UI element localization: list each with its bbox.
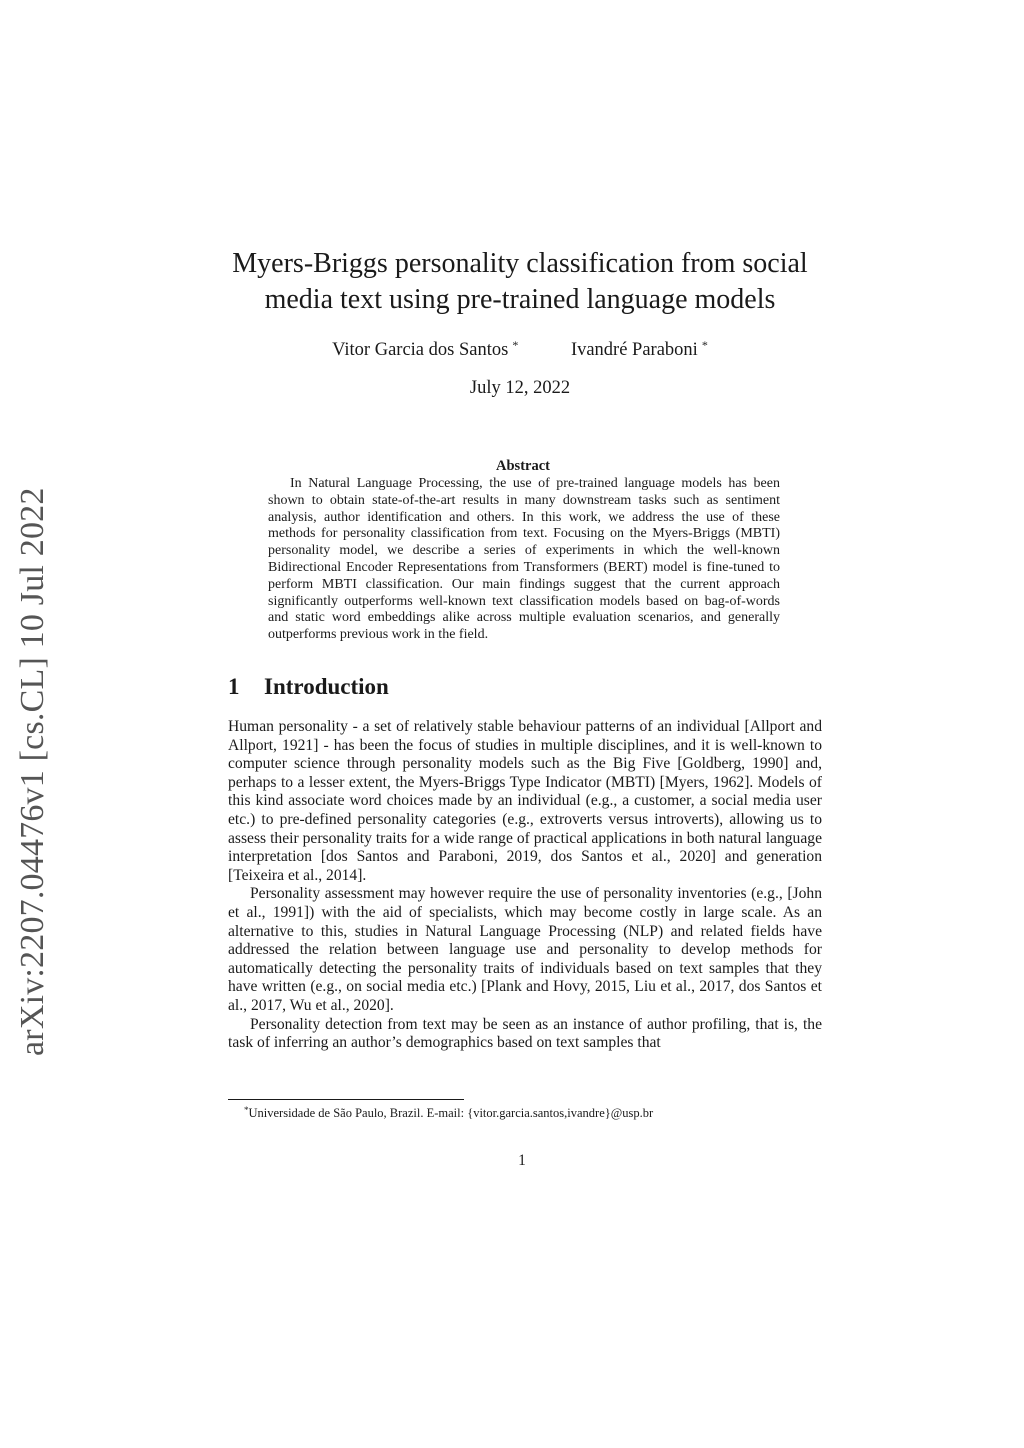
- page-number: 1: [518, 1152, 526, 1169]
- author-list: [200, 338, 840, 361]
- paragraph-1: Human personality - a set of relatively stable behaviour patterns of an individual [Allport and Allport, 1921] - has been the focus of studies in multiple disciplines, and it is well-known to computer science through personality models such as the Big Five [Goldberg, 1990] and, perhaps to a lesser extent, the Myers-Briggs Type Indicator (MBTI) [Myers, 1962]. Models of this kind associate word choices made by an individual (e.g., a customer, a social media user etc.) to pre-defined personality categories (e.g., extroverts versus introverts), allowing us to assess their personality traits for a wide range of practical applications in both natural language interpretation [dos Santos and Paraboni, 2019, dos Santos et al., 2020] and generation [Teixeira et al., 2014].: [228, 718, 822, 884]
- title-line-2: media text using pre-trained language models: [264, 284, 776, 315]
- publication-date: July 12, 2022: [469, 378, 571, 398]
- section-number: 1: [228, 674, 240, 699]
- arxiv-stamp: [14, 460, 72, 1060]
- abstract-text: In Natural Language Processing, the use of pre-trained language models has been shown to obtain state-of-the-art results in many downstream tasks such as sentiment analysis, author identification and others. In this work, we address the use of these methods for personality classification from text. Focusing on the Myers-Briggs (MBTI) personality model, we describe a series of experiments in which the well-known Bidirectional Encoder Representations from Transformers (BERT) model is fine-tuned to perform MBTI classification. Our main findings suggest that the current approach significantly outperforms well-known text classification models based on bag-of-words and static word embeddings alike across multiple evaluation scenarios, and generally outperforms previous work in the field.: [268, 476, 780, 643]
- author-2-footnote-mark: *: [701, 338, 708, 352]
- paragraph-3: Personality detection from text may be seen as an instance of author profiling, that is, the task of inferring an author’s demographics based on text samples that: [228, 1015, 822, 1052]
- author-2: [571, 338, 708, 361]
- author-2-name: Ivandré Paraboni: [570, 340, 698, 360]
- footnote-divider: [228, 1099, 464, 1100]
- abstract-heading: Abstract: [496, 458, 550, 474]
- paragraph-2: Personality assessment may however require the use of personality inventories (e.g., [John et al., 1991]) with the aid of specialists, which may become costly in large scale. As an alternative to this, studies in Natural Language Processing (NLP) and related fields have addressed the relation between language use and personality to develop methods for automatically detecting the personality traits of individuals based on text samples that they have written (e.g., on social media etc.) [Plank and Hovy, 2015, Liu et al., 2017, dos Santos et al., 2017, Wu et al., 2020].: [228, 885, 822, 1014]
- arxiv-stamp-text: arXiv:2207.04476v1 [cs.CL] 10 Jul 2022: [14, 487, 51, 1056]
- author-1-footnote-mark: *: [512, 338, 519, 352]
- section-heading: [228, 674, 389, 700]
- footnote-mark: *: [244, 1105, 249, 1115]
- footnote-text: Universidade de São Paulo, Brazil. E-mail: {vitor.garcia.santos,ivandre}@usp.br: [248, 1106, 654, 1120]
- footnote: [228, 1103, 822, 1121]
- section-body: [228, 718, 822, 1053]
- author-1-name: Vitor Garcia dos Santos: [332, 340, 509, 360]
- author-1: [332, 338, 518, 361]
- section-title: Introduction: [264, 674, 389, 699]
- title-line-1: Myers-Briggs personality classification from social: [232, 248, 808, 279]
- paper-title: [200, 246, 840, 318]
